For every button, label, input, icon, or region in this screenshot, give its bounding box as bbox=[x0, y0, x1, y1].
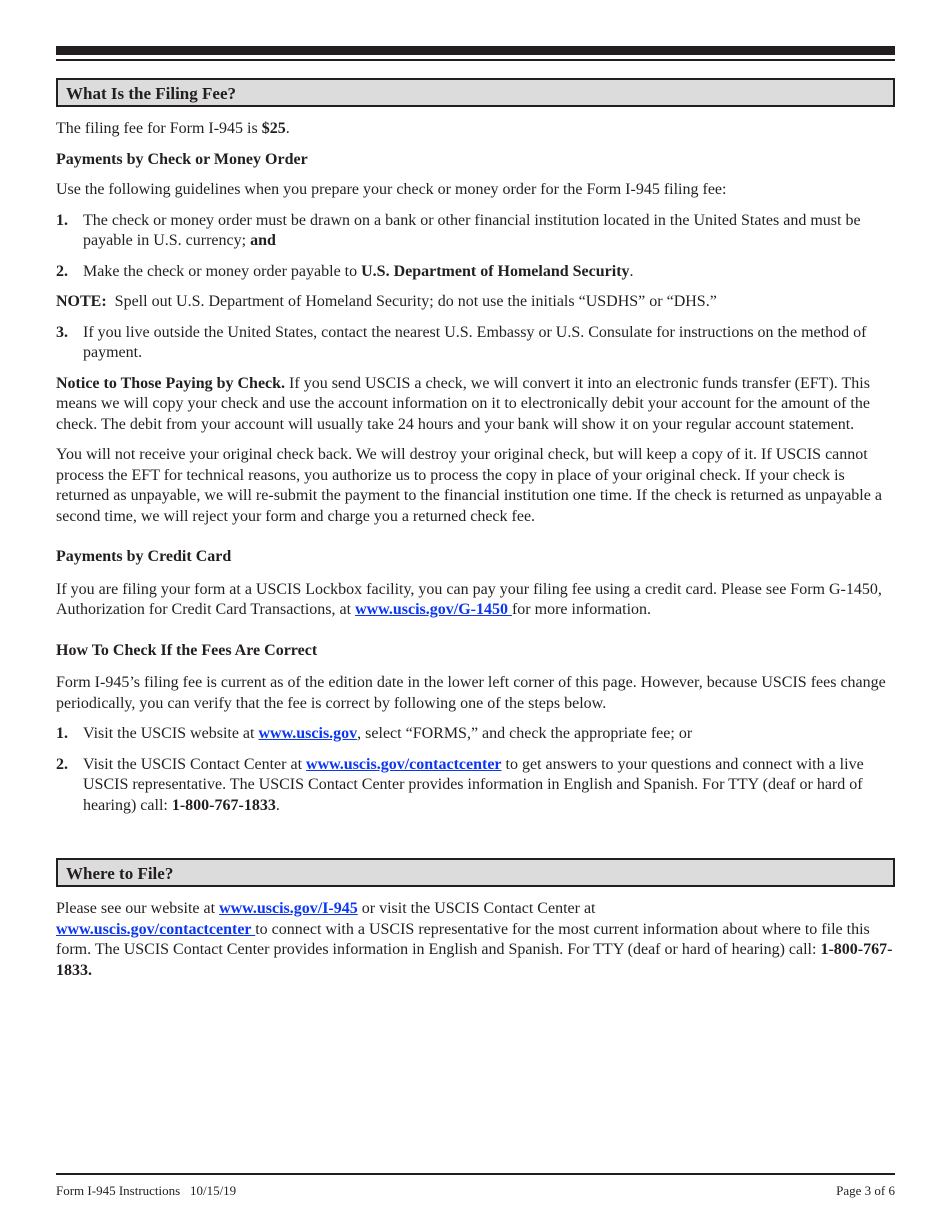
tty-phone: 1-800-767-1833. bbox=[56, 941, 893, 979]
note: NOTE: Spell out U.S. Department of Homeland Security; do not use the initials “USDHS” or “DHS.” bbox=[56, 293, 717, 310]
page-footer bbox=[56, 1173, 895, 1199]
where-to-file-paragraph: Please see our website at www.uscis.gov/I-945 or visit the USCIS Contact Center at www.uscis.gov/contactcenter to connect with a USCIS representative for the most current information about where to file this form. The USCIS Contact Center provides information in English and Spanish. For TTY (deaf or hard of hearing) call: 1-800-767-1833. bbox=[56, 900, 893, 979]
fee-check-heading: How To Check If the Fees Are Correct bbox=[56, 641, 318, 659]
list-item: 1. The check or money order must be drawn on a bank or other financial institution located in the United States and must be payable in U.S. currency; and bbox=[56, 211, 861, 249]
uscis-website-link[interactable]: www.uscis.gov bbox=[258, 725, 358, 742]
check-heading: Payments by Check or Money Order bbox=[56, 150, 308, 168]
check-notice: Notice to Those Paying by Check. If you send USCIS a check, we will convert it into an electronic funds transfer (EFT). This means we will copy your check and use the account information on it to electronically debit your account for the amount of the check. The debit from your account will usually take 24 hours and your bank will show it on your regular account statement. bbox=[56, 374, 870, 433]
check-return-paragraph: You will not receive your original check back. We will destroy your original check, but will keep a copy of it. If USCIS cannot process the EFT for technical reasons, you authorize us to process the copy in place of your original check. If your check is returned as unpayable, we will re-submit the payment to the financial institution one time. If the check is returned as unpayable a second time, we will reject your form and charge you a returned check fee. bbox=[56, 446, 882, 525]
fee-amount: $25 bbox=[261, 120, 286, 137]
page-content bbox=[56, 46, 895, 981]
form-edition: Form I-945 Instructions 10/15/19 bbox=[56, 1183, 237, 1198]
section-heading-filing-fee: What Is the Filing Fee? bbox=[56, 78, 895, 107]
fee-statement: The filing fee for Form I-945 is $25. bbox=[56, 120, 290, 137]
check-intro: Use the following guidelines when you prepare your check or money order for the Form I-945 filing fee: bbox=[56, 181, 727, 198]
tty-phone: 1-800-767-1833 bbox=[171, 796, 276, 814]
contact-center-link[interactable]: www.uscis.gov/contactcenter bbox=[56, 920, 256, 938]
list-item: 1. Visit the USCIS website at www.uscis.gov, select “FORMS,” and check the appropriate fee; or bbox=[56, 725, 693, 742]
credit-card-paragraph: If you are filing your form at a USCIS Lockbox facility, you can pay your filing fee using a credit card. Please see Form G-1450, Authorization for Credit Card Transactions, at www.uscis.gov/G-1450 for more information. bbox=[56, 580, 882, 618]
list-item: 2. Visit the USCIS Contact Center at www.uscis.gov/contactcenter to get answers to your questions and connect with a live USCIS representative. The USCIS Contact Center provides information in English and Spanish. For TTY (deaf or hard of hearing) call: 1-800-767-1833. bbox=[56, 755, 864, 814]
section-heading-where-to-file: Where to File? bbox=[56, 858, 895, 887]
g1450-link[interactable]: www.uscis.gov/G-1450 bbox=[355, 601, 512, 618]
top-thin-rule bbox=[56, 59, 895, 61]
list-item: 3. If you live outside the United States, contact the nearest U.S. Embassy or U.S. Consulate for instructions on the method of payment. bbox=[56, 323, 867, 361]
top-thick-rule bbox=[56, 46, 895, 55]
credit-card-heading: Payments by Credit Card bbox=[56, 548, 232, 565]
page-number: Page 3 of 6 bbox=[836, 1183, 895, 1198]
i945-link[interactable]: www.uscis.gov/I-945 bbox=[219, 900, 358, 917]
fee-check-intro: Form I-945’s filing fee is current as of the edition date in the lower left corner of this page. However, because USCIS fees change periodically, you can verify that the fee is correct by following one of the steps below. bbox=[56, 674, 886, 712]
contact-center-link[interactable]: www.uscis.gov/contactcenter bbox=[306, 755, 502, 773]
list-item: 2. Make the check or money order payable to U.S. Department of Homeland Security. bbox=[56, 262, 634, 280]
footer-rule bbox=[56, 1173, 895, 1175]
